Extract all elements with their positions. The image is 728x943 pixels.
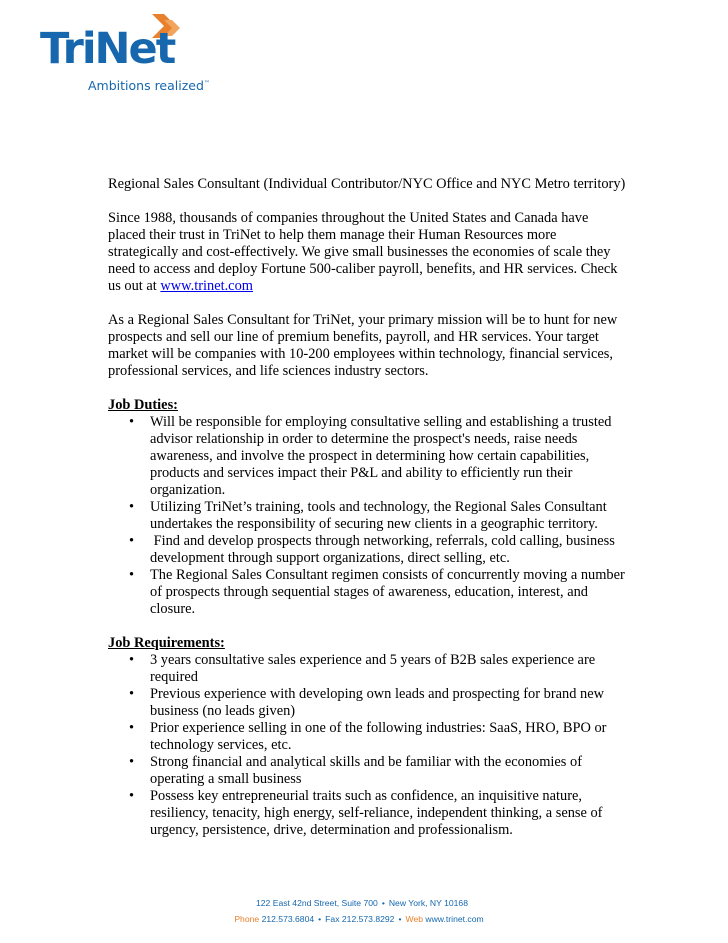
bullet-icon: • — [129, 788, 135, 804]
bullet-icon: • — [129, 754, 135, 770]
document-body — [108, 176, 628, 856]
logo-wordmark: TriNet — [40, 24, 175, 74]
list-item: • Strong financial and analytical skills and be familiar with the economies of operating a small business — [129, 754, 582, 787]
list-item: • Will be responsible for employing consultative selling and establishing a trusted advisor relationship in order to determine the prospect's needs, raise needs awareness, and involve the prospect in determining how certain capabilities, products and services impact their P&L and ability to efficiently run their organization. — [129, 414, 612, 498]
list-item: • The Regional Sales Consultant regimen consists of concurrently moving a number of prospects through sequential stages of awareness, education, interest, and closure. — [129, 567, 625, 617]
bullet-icon: • — [129, 686, 135, 702]
list-item: • Possess key entrepreneurial traits such as confidence, an inquisitive nature, resiliency, tenacity, high energy, self-reliance, independent thinking, a sense of urgency, persistence, drive, determination and professionalism. — [129, 788, 603, 838]
job-duties-list — [108, 414, 628, 618]
fax-number: Fax 212.573.8292 — [325, 914, 395, 924]
list-item: • 3 years consultative sales experience and 5 years of B2B sales experience are required — [129, 652, 596, 685]
trinet-website-link[interactable]: www.trinet.com — [160, 278, 253, 294]
web-label: Web — [405, 914, 423, 924]
job-requirements-list — [108, 652, 628, 839]
bullet-icon: • — [129, 720, 135, 736]
footer-web-link[interactable]: www.trinet.com — [425, 914, 484, 924]
job-duties-heading: Job Duties: — [108, 397, 178, 413]
bullet-icon: • — [129, 567, 135, 583]
bullet-icon: • — [129, 652, 135, 668]
job-requirements-heading: Job Requirements: — [108, 635, 225, 651]
intro-paragraph: Since 1988, thousands of companies throughout the United States and Canada have placed their trust in TriNet to help them manage their Human Resources more strategically and cost-effectively. We give small businesses the economies of scale they need to access and deploy Fortune 500-caliber payroll, benefits, and HR services. Check us out at www.trinet.com — [108, 210, 618, 294]
job-title: Regional Sales Consultant (Individual Contributor/NYC Office and NYC Metro territory) — [108, 176, 626, 192]
list-item: • Previous experience with developing own leads and prospecting for brand new business (no leads given) — [129, 686, 604, 719]
list-item: • Prior experience selling in one of the following industries: SaaS, HRO, BPO or technology services, etc. — [129, 720, 607, 753]
bullet-icon: • — [129, 499, 135, 515]
list-item: • Find and develop prospects through networking, referrals, cold calling, business development through support organizations, direct selling, etc. — [129, 533, 619, 566]
trinet-logo — [40, 12, 240, 92]
footer-address: 122 East 42nd Street, Suite 700 • New York, NY 10168 — [255, 898, 468, 908]
footer-contact: Phone 212.573.6804 • Fax 212.573.8292 • Web www.trinet.com — [234, 914, 484, 924]
list-item: • Utilizing TriNet’s training, tools and technology, the Regional Sales Consultant undertakes the responsibility of securing new clients in a geographic territory. — [129, 499, 607, 532]
mission-paragraph: As a Regional Sales Consultant for TriNet, your primary mission will be to hunt for new prospects and sell our line of premium benefits, payroll, and HR services. Your target market will be companies with 10-200 employees within technology, financial services, professional services, and life sciences industry sectors. — [108, 312, 618, 379]
bullet-icon: • — [129, 533, 135, 549]
bullet-icon: • — [129, 414, 135, 430]
phone-label: Phone — [234, 914, 260, 924]
phone-number: 212.573.6804 — [261, 914, 315, 924]
logo-tagline: Ambitions realized™ — [88, 78, 210, 93]
